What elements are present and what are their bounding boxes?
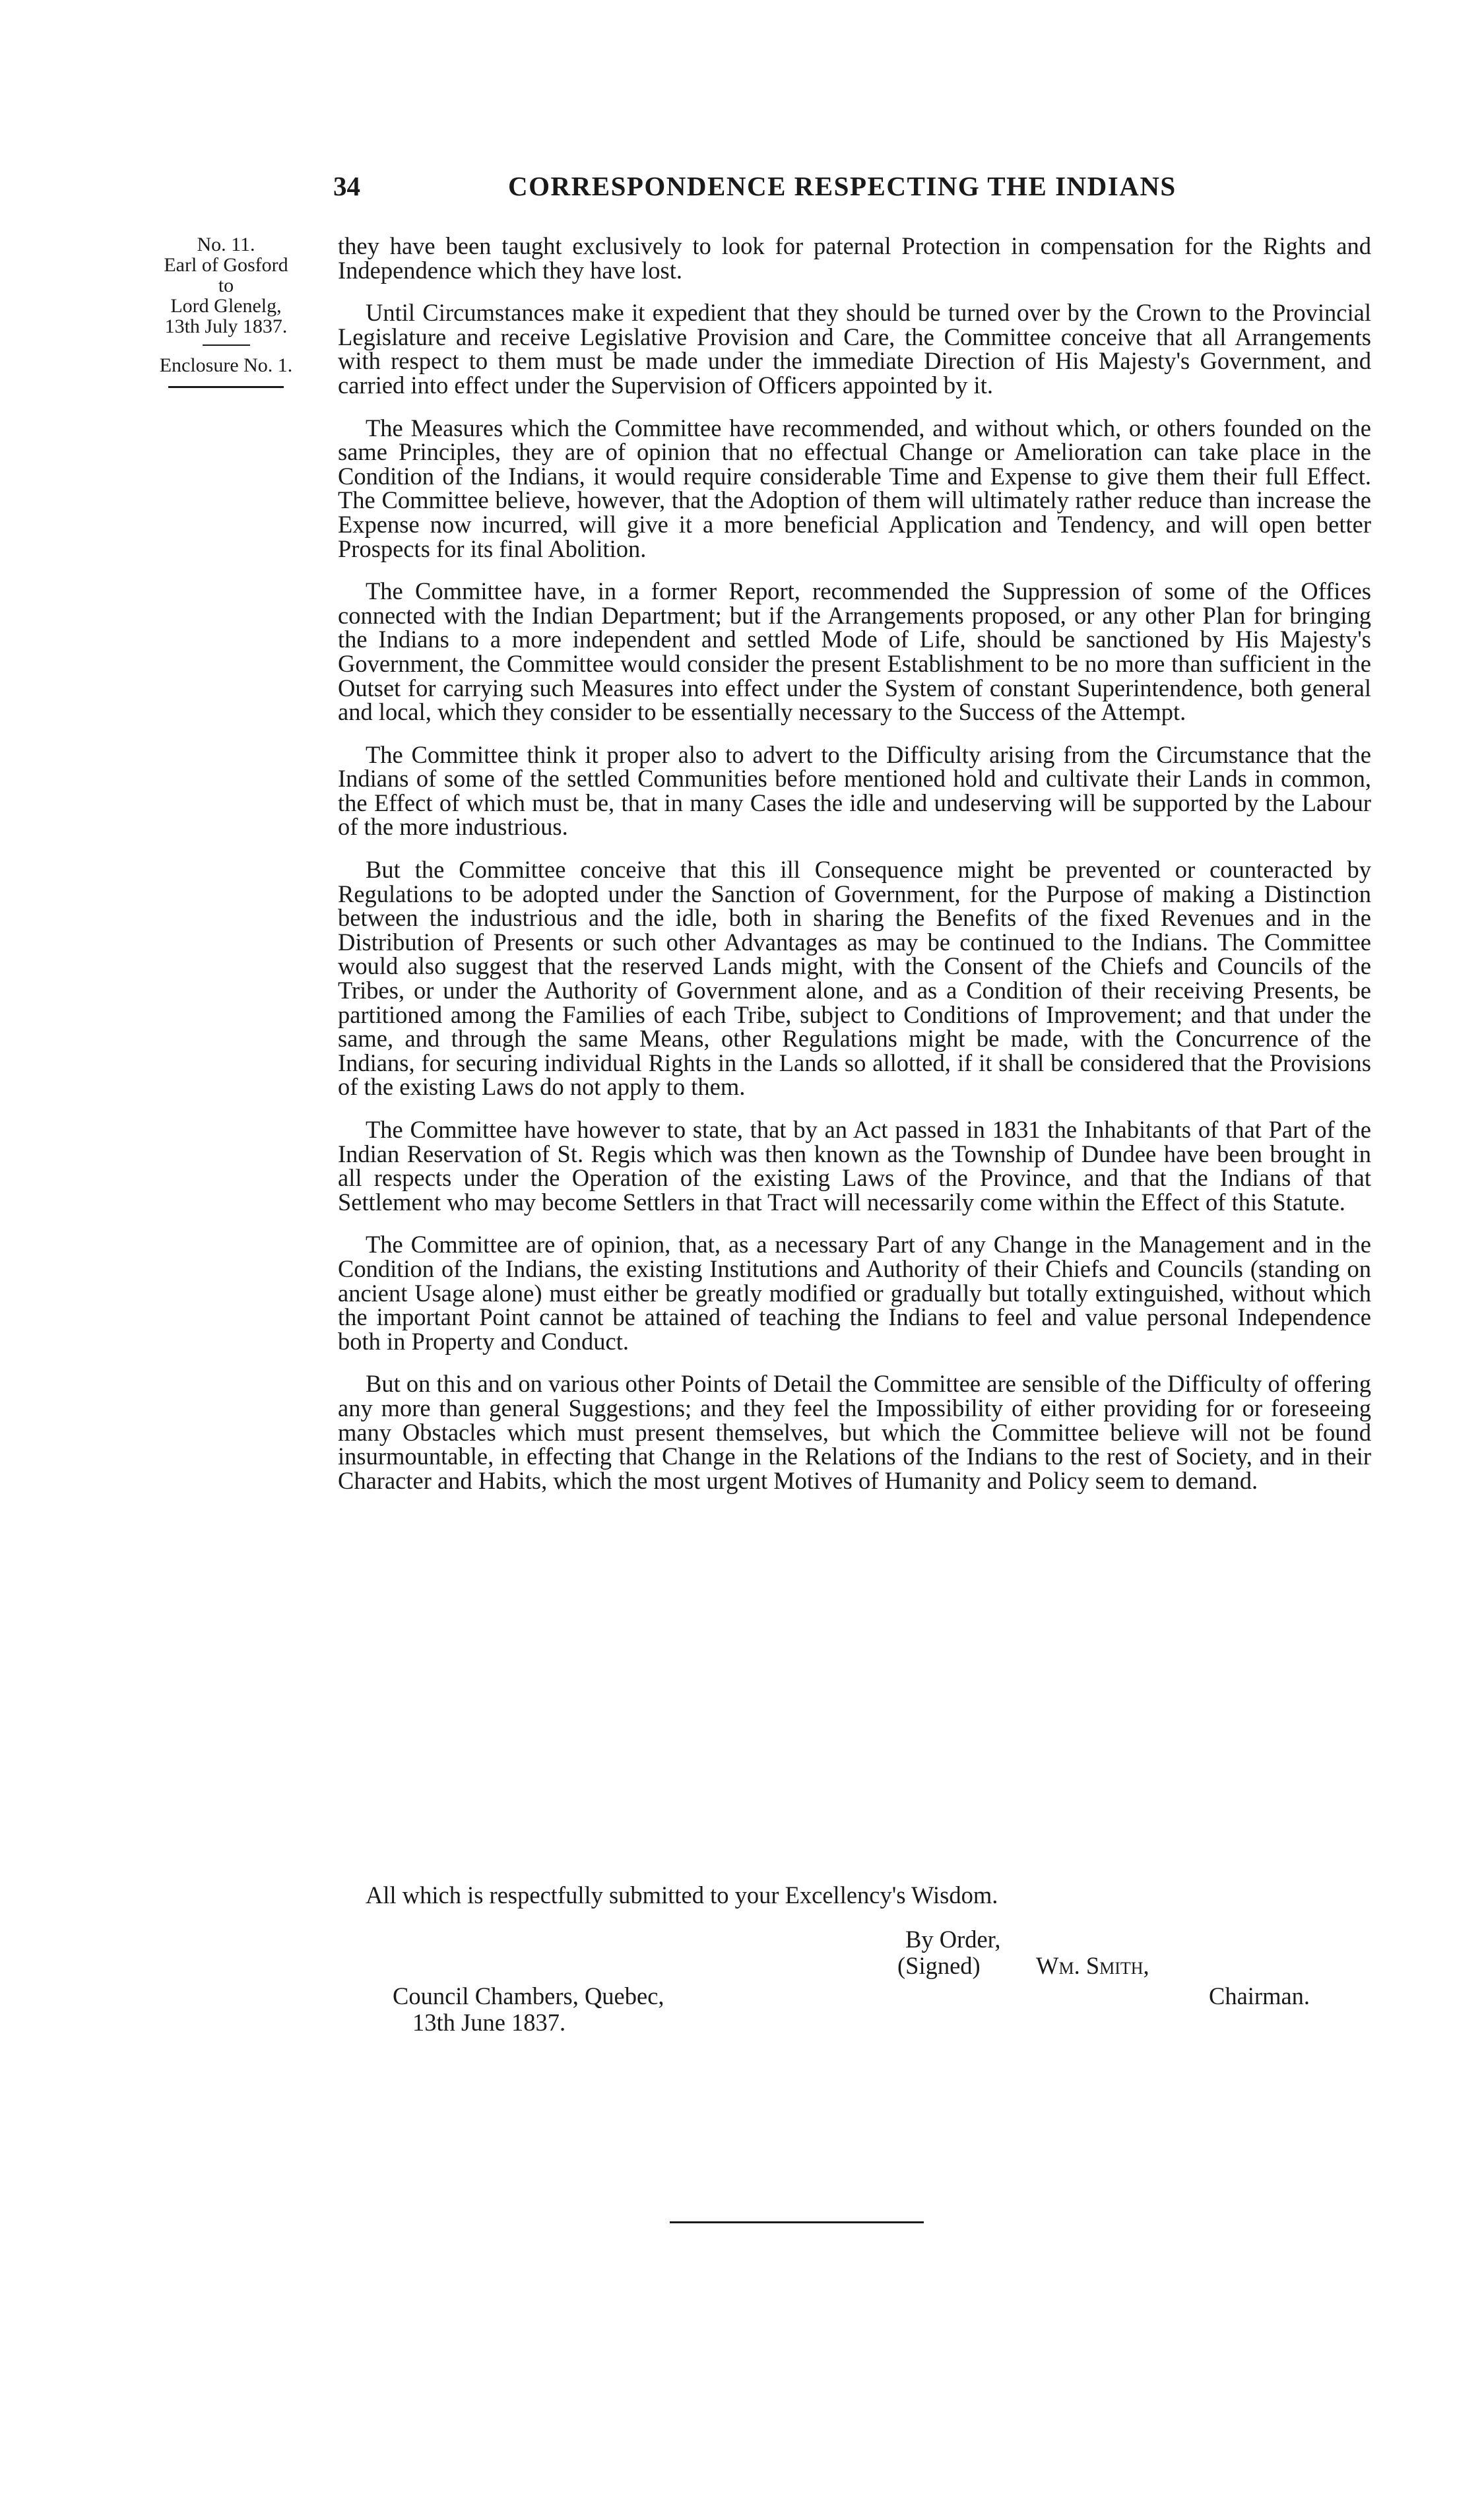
margin-note-to: to [218,275,234,296]
page-number: 34 [333,171,360,201]
margin-note-divider [203,344,250,346]
paragraph: Until Circumstances make it expedient that they should be turned over by the Crown to the Provincial Legislature and receive Legislative Provision and Care, the Committee conceive that all Arrangements with respect to them must be made under the immediate Direction of His Majesty's Government, and carried into effect under the Supervision of Officers appointed by it. [338,299,1371,399]
margin-note-date: 13th July 1837. [164,315,288,337]
paragraph: But on this and on various other Points of Detail the Committee are sensible of the Difficulty of offering any more than general Suggestions; and they feel the Impossibility of either providing for or foreseeing many Obstacles which must present themselves, but which the Committee believe will not be found insurmountable, in effecting that Change in the Relations of the Indians to the rest of Society, and in their Character and Habits, which the most urgent Motives of Humanity and Policy seem to demand. [338,1370,1371,1494]
paragraph: The Committee are of opinion, that, as a necessary Part of any Change in the Management and in the Condition of the Indians, the existing Institutions and Authority of their Chiefs and Councils (standing on ancient Usage alone) must either be greatly modified or gradually but totally extinguished, without which the important Point cannot be attained of teaching the Indians to feel and value personal Independence both in Property and Conduct. [338,1231,1371,1355]
signature-place: Council Chambers, Quebec, [393,1982,664,2009]
signature-by-order: By Order, [905,1926,1001,1953]
signature-signed: (Signed) [897,1952,981,1979]
signature-name: Wm. Smith, [1036,1952,1149,1979]
page-header [333,170,1369,210]
signature-date: 13th June 1837. [412,2009,566,2036]
running-title: CORRESPONDENCE RESPECTING THE INDIANS [508,171,1177,201]
signature-title: Chairman. [1209,1982,1310,2009]
paragraph: The Committee think it proper also to advert to the Difficulty arising from the Circumstance that the Indians of some of the settled Communities before mentioned hold and cultivate their Lands in common, the Effect of which must be, that in many Cases the idle and undeserving will be supported by the Labour of the more industrious. [338,740,1371,841]
margin-note-rule [168,386,284,388]
paragraph: The Measures which the Committee have recommended, and without which, or others founded on the same Principles, they are of opinion that no effectual Change or Amelioration can take place in the Condition of the Indians, it would require considerable Time and Expense to give them their full Effect. The Committee believe, however, that the Adoption of them will ultimately rather reduce than increase the Expense now incurred, will give it a more beneficial Application and Tendency, and will open better Prospects for its final Abolition. [338,414,1371,562]
paragraph: The Committee have, in a former Report, recommended the Suppression of some of the Offices connected with the Indian Department; but if the Arrangements proposed, or any other Plan for bringing the Indians to a more independent and settled Mode of Life, should be sanctioned by His Majesty's Government, the Committee would consider the present Establishment to be no more than sufficient in the Outset for carrying such Measures into effect under the System of constant Superintendence, both general and local, which they consider to be essentially necessary to the Success of the Attempt. [338,577,1371,726]
margin-note [132,234,320,388]
end-rule [670,2221,924,2223]
margin-note-number: No. 11. [197,234,255,255]
report-body [338,234,1371,1511]
margin-note-sender: Earl of Gosford [164,254,288,276]
paragraph: they have been taught exclusively to look for paternal Protection in compensation for the Rights and Independence which they have lost. [338,232,1371,284]
paragraph: But the Committee conceive that this ill Consequence might be prevented or counteracted by Regulations to be adopted under the Sanction of Government, for the Purpose of making a Distinction between the industrious and the idle, both in sharing the Benefits of the fixed Revenues and in the Distribution of Presents or such other Advantages as may be continued to the Indians. The Committee would also suggest that the reserved Lands might, with the Consent of the Chiefs and Councils of the Tribes, or under the Authority of Government alone, and as a Condition of their receiving Presents, be partitioned among the Families of each Tribe, subject to Conditions of Improvement; and that under the same, and through the same Means, other Regulations might be made, with the Concurrence of the Indians, for securing individual Rights in the Lands so allotted, if it shall be considered that the Provisions of the existing Laws do not apply to them. [338,856,1371,1101]
paragraph: The Committee have however to state, that by an Act passed in 1831 the Inhabitants of that Part of the Indian Reservation of St. Regis which was then known as the Township of Dundee have been brought in all respects under the Operation of the existing Laws of the Province, and that the Indians of that Settlement who may become Settlers in that Tract will necessarily come within the Effect of this Statute. [338,1116,1371,1216]
margin-note-enclosure: Enclosure No. 1. [159,354,293,376]
closing-line: All which is respectfully submitted to your Excellency's Wisdom. [366,1881,998,1909]
margin-note-recipient: Lord Glenelg, [170,295,282,317]
signature-block [338,1927,1371,2059]
